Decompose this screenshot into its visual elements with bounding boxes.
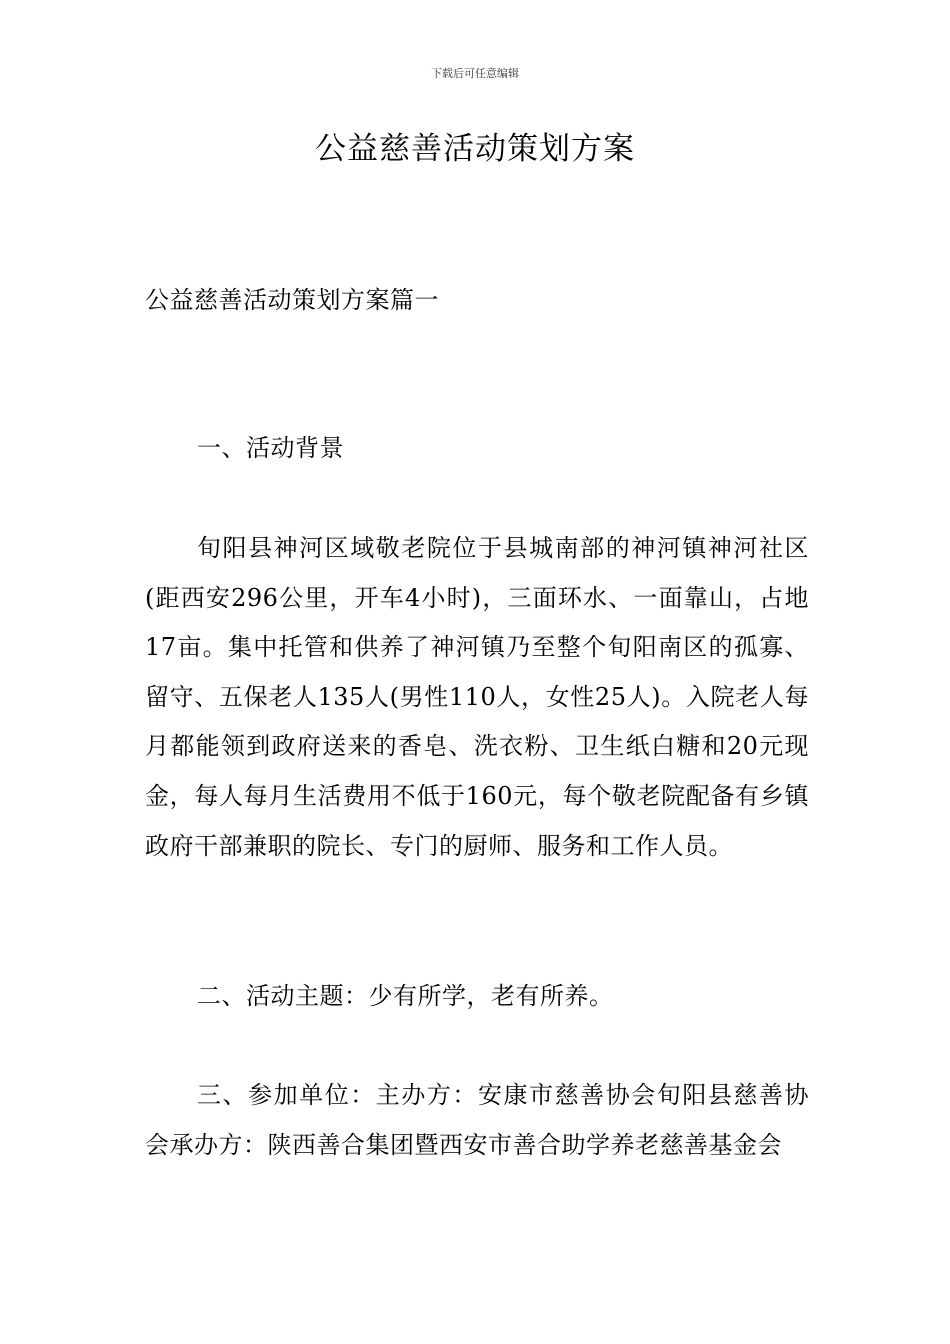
section-1-body: 旬阳县神河区域敬老院位于县城南部的神河镇神河社区(距西安296公里，开车4小时)，三面环水、一面靠山，占地17亩。集中托管和供养了神河镇乃至整个旬阳南区的孤寡、留守、五保老人135人(男性110人，女性25人)。入院老人每月都能领到政府送来的香皂、洗衣粉、卫生纸白糖和20元现金，每人每月生活费用不低于160元，每个敬老院配备有乡镇政府干部兼职的院长、专门的厨师、服务和工作人员。	[145, 534, 809, 860]
section-1-heading: 一、活动背景	[197, 434, 344, 462]
document-subtitle: 公益慈善活动策划方案篇一	[145, 286, 439, 314]
header-note: 下载后可任意编辑	[431, 67, 519, 80]
section-3-participants: 三、参加单位：主办方：安康市慈善协会旬阳县慈善协会承办方：陕西善合集团暨西安市善合助学养老慈善基金会	[145, 1081, 809, 1159]
document-title: 公益慈善活动策划方案	[315, 131, 635, 167]
section-2-theme: 二、活动主题：少有所学，老有所养。	[197, 982, 614, 1010]
